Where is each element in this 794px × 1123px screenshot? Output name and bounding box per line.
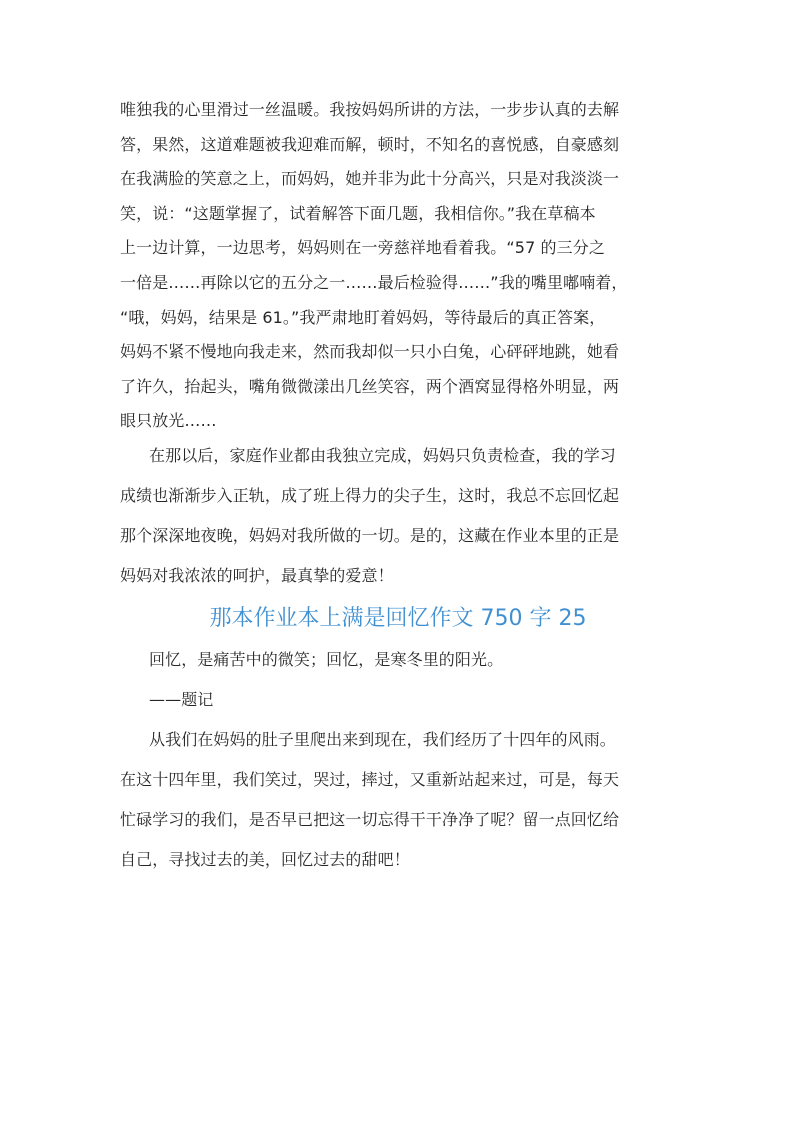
- paragraph-3: [120, 728, 676, 872]
- paragraph-2: [120, 444, 676, 588]
- text-line: 在那以后，家庭作业都由我独立完成，妈妈只负责检查，我的学习: [149, 445, 616, 465]
- text-line: 那个深深地夜晚，妈妈对我所做的一切。是的，这藏在作业本里的正是: [120, 525, 620, 545]
- section-title: 那本作业本上满是回忆作文 750 字 25: [209, 605, 587, 631]
- text-line: 一倍是……再除以它的五分之一……最后检验得……”我的嘴里嘟喃着，: [120, 272, 628, 292]
- epigraph: [120, 648, 676, 712]
- text-line: 笑，说：“这题掌握了，试着解答下面几题，我相信你。”我在草稿本: [120, 203, 596, 223]
- text-line: 眼只放光……: [120, 411, 217, 431]
- text-line: “哦，妈妈，结果是 61。”我严肃地盯着妈妈，等待最后的真正答案，: [120, 307, 606, 327]
- text-line: 在我满脸的笑意之上，而妈妈，她并非为此十分高兴，只是对我淡淡一: [120, 169, 620, 189]
- text-line: 在这十四年里，我们笑过，哭过，摔过，又重新站起来过，可是，每天: [120, 769, 620, 789]
- text-line: 成绩也渐渐步入正轨，成了班上得力的尖子生，这时，我总不忘回忆起: [120, 485, 620, 505]
- text-line: 自己，寻找过去的美，回忆过去的甜吧！: [120, 849, 410, 869]
- paragraph-1: [120, 98, 676, 433]
- document-page: [120, 98, 676, 888]
- text-line: 从我们在妈妈的肚子里爬出来到现在，我们经历了十四年的风雨。: [149, 729, 616, 749]
- text-line: 答，果然，这道难题被我迎难而解，顿时，不知名的喜悦感，自豪感刻: [120, 134, 620, 154]
- text-line: 唯独我的心里滑过一丝温暖。我按妈妈所讲的方法，一步步认真的去解: [120, 100, 620, 119]
- epigraph-line: 回忆，是痛苦中的微笑；回忆，是寒冬里的阳光。: [149, 649, 504, 669]
- text-line: 妈妈对我浓浓的呵护，最真挚的爱意！: [120, 565, 394, 585]
- text-line: 忙碌学习的我们，是否早已把这一切忘得干干净净了呢？留一点回忆给: [120, 809, 620, 829]
- text-line: 上一边计算，一边思考，妈妈则在一旁慈祥地看着我。“57 的三分之: [120, 238, 605, 258]
- epigraph-source: ——题记: [149, 689, 214, 709]
- text-line: 妈妈不紧不慢地向我走来，然而我却似一只小白兔，心砰砰地跳，她看: [120, 342, 620, 362]
- text-line: 了许久，抬起头，嘴角微微漾出几丝笑容，两个酒窝显得格外明显，两: [120, 376, 620, 396]
